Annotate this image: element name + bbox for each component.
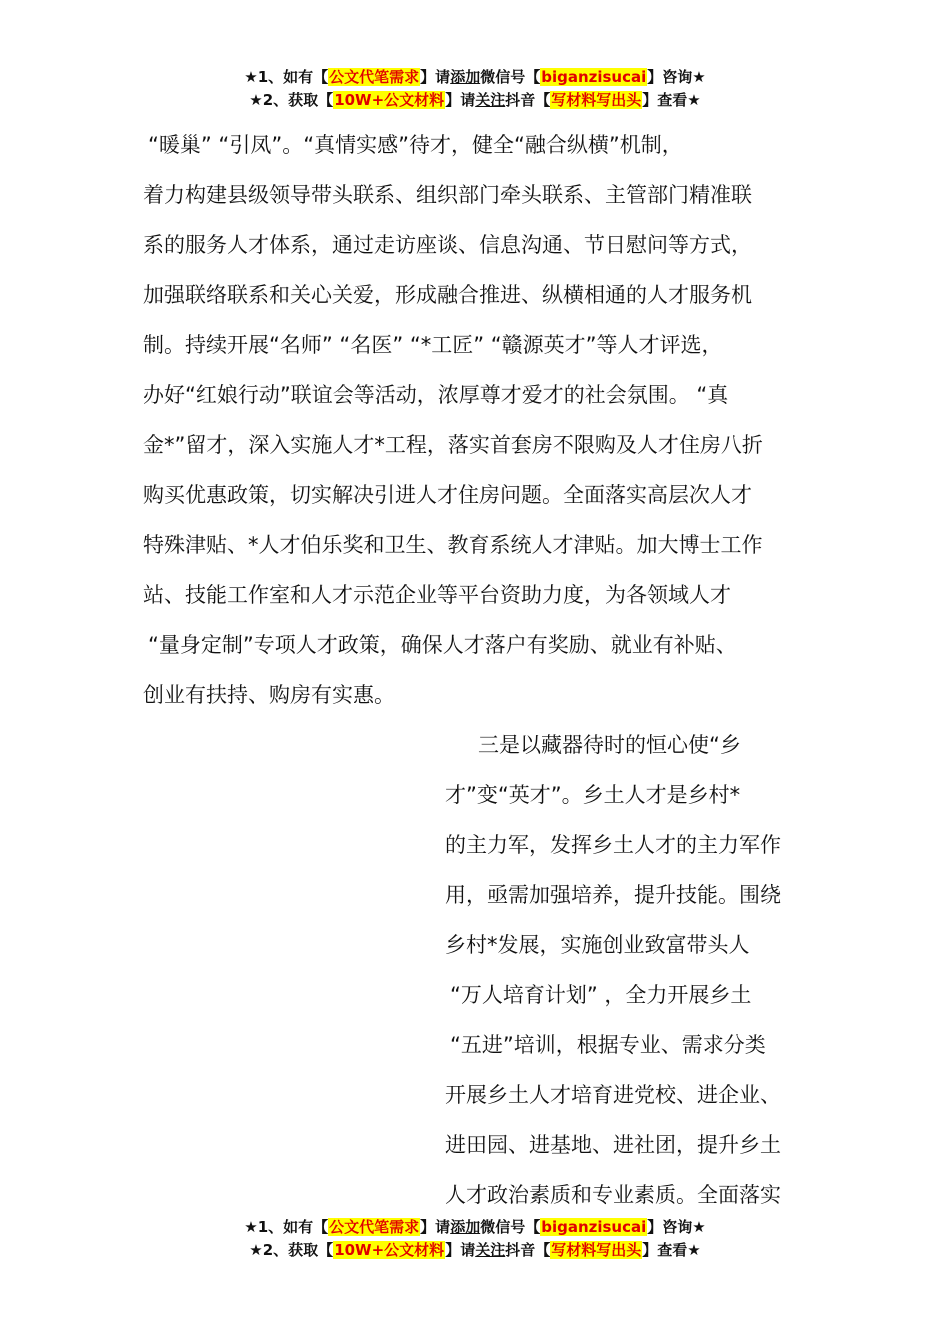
banner-text: 】请	[445, 1241, 476, 1259]
banner-text: 微信号【	[480, 68, 541, 86]
paragraph-line: 才”变“英才”。乡土人才是乡村*	[445, 783, 741, 807]
banner-highlight: 公文代笔需求	[329, 1218, 420, 1236]
paragraph-line: “五进”培训，根据专业、需求分类	[450, 1033, 766, 1057]
paragraph-line: 用，亟需加强培养，提升技能。围绕	[445, 883, 781, 907]
banner-highlight: biganzisucai	[541, 1218, 647, 1236]
banner-text: ★2、获取【	[249, 91, 334, 109]
paragraph-line: 三是以藏器待时的恒心使“乡	[478, 733, 741, 757]
banner-text: 微信号【	[480, 1218, 541, 1236]
paragraph-line: 人才政治素质和专业素质。全面落实	[445, 1183, 781, 1207]
paragraph-line: 创业有扶持、购房有实惠。	[143, 683, 395, 707]
banner-text: 】咨询★	[647, 1218, 706, 1236]
banner-line-2	[0, 1239, 950, 1262]
banner-line-2	[0, 89, 950, 112]
banner-highlight: 写材料写出头	[551, 1241, 642, 1259]
banner-line-1	[0, 66, 950, 89]
paragraph-line: 金*”留才，深入实施人才*工程，落实首套房不限购及人才住房八折	[143, 433, 763, 457]
banner-text: 】请	[420, 1218, 451, 1236]
banner-text: ★2、获取【	[249, 1241, 334, 1259]
banner-text: 】请	[420, 68, 451, 86]
banner-text: 】咨询★	[647, 68, 706, 86]
banner-line-1	[0, 1216, 950, 1239]
banner-text: 】查看★	[642, 1241, 701, 1259]
paragraph-line: 进田园、进基地、进社团，提升乡土	[445, 1133, 781, 1157]
paragraph-line: “万人培育计划” ，全力开展乡土	[450, 983, 752, 1007]
banner-text: 抖音【	[505, 1241, 551, 1259]
banner-underline: 添加	[450, 68, 481, 86]
banner-underline: 关注	[475, 91, 506, 109]
paragraph-line: 系的服务人才体系，通过走访座谈、信息沟通、节日慰问等方式，	[143, 233, 752, 257]
banner-text: 抖音【	[505, 91, 551, 109]
banner-text: 】请	[445, 91, 476, 109]
paragraph-line: 加强联络联系和关心关爱，形成融合推进、纵横相通的人才服务机	[143, 283, 752, 307]
banner-text: 】查看★	[642, 91, 701, 109]
banner-highlight: biganzisucai	[541, 68, 647, 86]
paragraph-line: 的主力军，发挥乡土人才的主力军作	[445, 833, 781, 857]
banner-highlight: 写材料写出头	[551, 91, 642, 109]
banner-underline: 添加	[450, 1218, 481, 1236]
paragraph-line: 购买优惠政策，切实解决引进人才住房问题。全面落实高层次人才	[143, 483, 752, 507]
header-banner	[0, 66, 950, 112]
paragraph-line: 乡村*发展，实施创业致富带头人	[445, 933, 750, 957]
banner-highlight: 10W+公文材料	[334, 1241, 445, 1259]
paragraph-line: 特殊津贴、*人才伯乐奖和卫生、教育系统人才津贴。加大博士工作	[143, 533, 763, 557]
banner-highlight: 10W+公文材料	[334, 91, 445, 109]
paragraph-line: 办好“红娘行动”联谊会等活动，浓厚尊才爱才的社会氛围。 “真	[143, 383, 729, 407]
banner-highlight: 公文代笔需求	[329, 68, 420, 86]
paragraph-line: “暖巢” “引凤”。“真情实感”待才，健全“融合纵横”机制，	[148, 133, 683, 157]
footer-banner	[0, 1216, 950, 1262]
paragraph-line: 制。持续开展“名师” “名医” “*工匠” “赣源英才”等人才评选，	[143, 333, 723, 357]
banner-text: ★1、如有【	[244, 1218, 329, 1236]
paragraph-line: 着力构建县级领导带头联系、组织部门牵头联系、主管部门精准联	[143, 183, 752, 207]
paragraph-line: “量身定制”专项人才政策，确保人才落户有奖励、就业有补贴、	[148, 633, 737, 657]
paragraph-line: 开展乡土人才培育进党校、进企业、	[445, 1083, 781, 1107]
paragraph-line: 站、技能工作室和人才示范企业等平台资助力度，为各领域人才	[143, 583, 731, 607]
banner-text: ★1、如有【	[244, 68, 329, 86]
banner-underline: 关注	[475, 1241, 506, 1259]
